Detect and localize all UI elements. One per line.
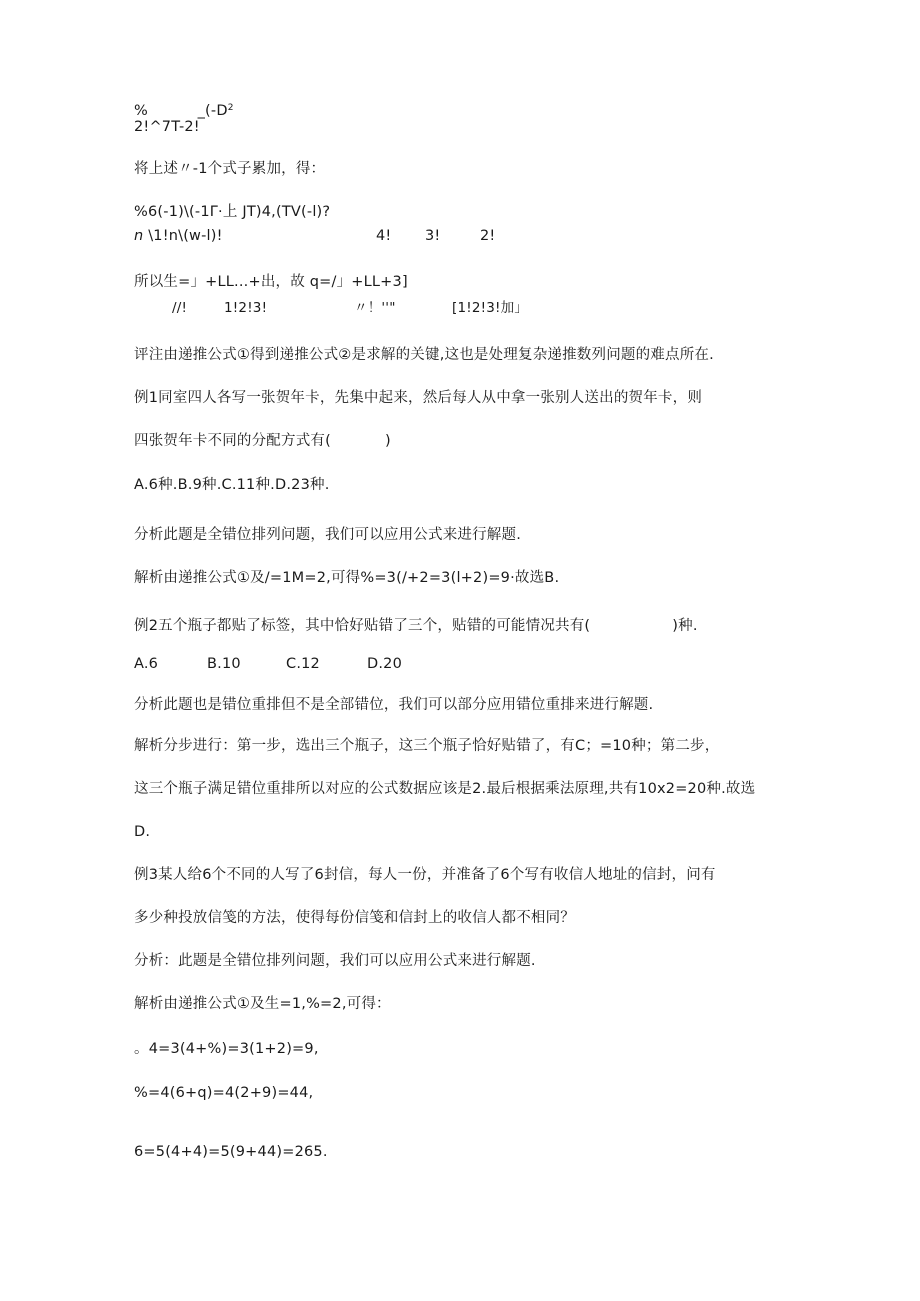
example2-analysis: 分析此题也是错位重排但不是全部错位，我们可以部分应用错位重排来进行解题. bbox=[134, 697, 654, 713]
sum-formula-n: n bbox=[134, 228, 144, 244]
formula-top-line2: 2!^7T-2! bbox=[134, 119, 200, 135]
example3-question-line1: 例3某人给6个不同的人写了6封信，每人一份，并准备了6个写有收信人地址的信封，问有 bbox=[134, 867, 716, 883]
example2-solution-line1: 解析分步进行：第一步，选出三个瓶子，这三个瓶子恰好贴错了，有C；=10种；第二步， bbox=[134, 738, 720, 754]
conclusion-denom-4: [1!2!3!加」 bbox=[452, 300, 529, 316]
sum-formula-3fact: 3! bbox=[425, 228, 441, 244]
example1-question-line1: 例1同室四人各写一张贺年卡，先集中起来，然后每人从中拿一张别人送出的贺年卡，则 bbox=[134, 390, 703, 406]
formula-top-term: _(-D bbox=[197, 103, 228, 119]
sum-formula-2fact: 2! bbox=[480, 228, 496, 244]
example2-solution-line3: D. bbox=[134, 824, 151, 840]
sum-formula-line2 bbox=[134, 227, 223, 245]
formula-top-exponent: 2 bbox=[227, 103, 234, 113]
example3-solution: 解析由递推公式①及生=1,%=2,可得： bbox=[134, 996, 391, 1012]
formula-top-percent: % bbox=[134, 103, 148, 119]
example3-calc-line2: %=4(6+q)=4(2+9)=44, bbox=[134, 1085, 314, 1101]
example1-solution: 解析由递推公式①及/=1M=2,可得%=3(∕+2=3(l+2)=9·故选B. bbox=[134, 570, 560, 586]
example1-analysis: 分析此题是全错位排列问题，我们可以应用公式来进行解题. bbox=[134, 527, 522, 543]
example1-question-line2 bbox=[134, 432, 391, 450]
example2-question bbox=[134, 617, 698, 635]
example3-analysis: 分析：此题是全错位排列问题，我们可以应用公式来进行解题. bbox=[134, 953, 536, 969]
example3-question-line2: 多少种投放信笺的方法，使得每份信笺和信封上的收信人都不相同？ bbox=[134, 910, 575, 926]
example2-question-text: 例2五个瓶子都贴了标签，其中恰好贴错了三个，贴错的可能情况共有( bbox=[134, 618, 591, 634]
example2-option-c: C.12 bbox=[286, 656, 320, 672]
sum-intro: 将上述〃-1个式子累加，得： bbox=[134, 161, 326, 177]
conclusion-denom-2: 1!2!3! bbox=[224, 300, 268, 316]
example2-option-d: D.20 bbox=[367, 656, 403, 672]
sum-formula-4fact: 4! bbox=[376, 228, 392, 244]
example1-options: A.6种.B.9种.C.11种.D.23种. bbox=[134, 477, 330, 493]
sum-formula-line1: %6(-1)\(-1Γ·上 JT)4,(TV(-l)? bbox=[134, 204, 331, 220]
conclusion-denom-1: //! bbox=[172, 300, 188, 316]
conclusion-denom-3: 〃！''" bbox=[354, 300, 396, 316]
example3-calc-line1: 。4=3(4+%)=3(1+2)=9, bbox=[134, 1041, 319, 1057]
example2-question-close: )种. bbox=[672, 618, 698, 634]
example1-question-text: 四张贺年卡不同的分配方式有( bbox=[134, 433, 331, 449]
conclusion-line1: 所以生=」+LL...+出，故 q=/」+LL+3] bbox=[134, 274, 408, 290]
example2-option-b: B.10 bbox=[207, 656, 241, 672]
comment: 评注由递推公式①得到递推公式②是求解的关键,这也是处理复杂递推数列问题的难点所在. bbox=[134, 347, 714, 363]
example1-question-close: ) bbox=[384, 433, 391, 449]
sum-formula-denominators: \1!n\(w-l)! bbox=[148, 228, 223, 244]
example3-calc-line3: 6=5(4+4)=5(9+44)=265. bbox=[134, 1144, 328, 1160]
example2-option-a: A.6 bbox=[134, 656, 159, 672]
example2-solution-line2: 这三个瓶子满足错位重排所以对应的公式数据应该是2.最后根据乘法原理,共有10x2=20种.故选 bbox=[134, 781, 756, 797]
